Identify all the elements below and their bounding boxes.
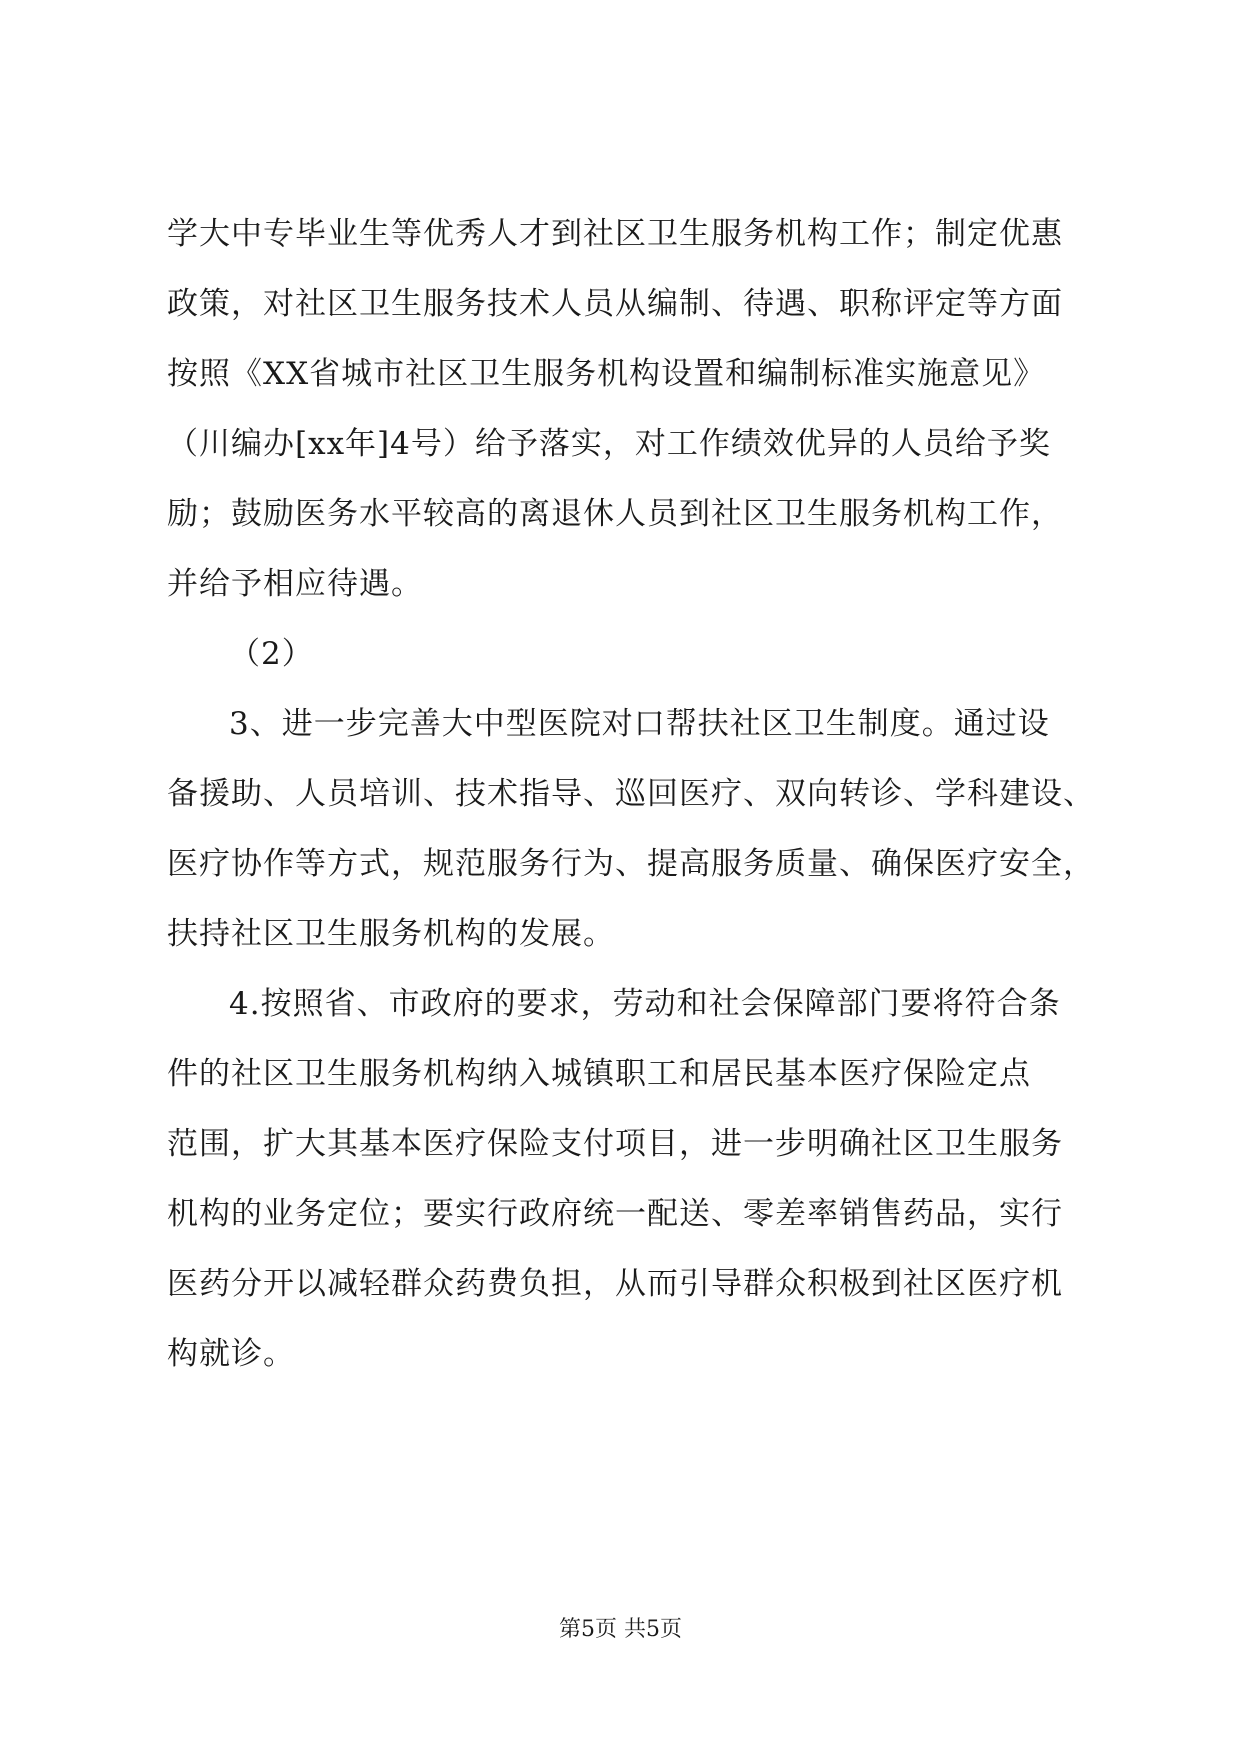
text-line: 学大中专毕业生等优秀人才到社区卫生服务机构工作；制定优惠 xyxy=(167,216,1063,252)
text-line: 并给予相应待遇。 xyxy=(167,566,423,602)
text-line: 扶持社区卫生服务机构的发展。 xyxy=(167,916,615,952)
text-line: 范围，扩大其基本医疗保险支付项目，进一步明确社区卫生服务 xyxy=(167,1126,1063,1162)
text-line: 政策，对社区卫生服务技术人员从编制、待遇、职称评定等方面 xyxy=(167,286,1063,322)
text-line: 医疗协作等方式，规范服务行为、提高服务质量、确保医疗安全， xyxy=(167,846,1095,882)
text-line: 医药分开以减轻群众药费负担，从而引导群众积极到社区医疗机 xyxy=(167,1266,1063,1302)
text-line: （川编办[xx年]4号）给予落实，对工作绩效优异的人员给予奖 xyxy=(167,426,1051,462)
section-number: （2） xyxy=(229,636,314,672)
text-line: 构就诊。 xyxy=(167,1336,295,1372)
text-line: 机构的业务定位；要实行政府统一配送、零差率销售药品，实行 xyxy=(167,1196,1063,1232)
text-line: 件的社区卫生服务机构纳入城镇职工和居民基本医疗保险定点 xyxy=(167,1056,1031,1092)
text-line: 励；鼓励医务水平较高的离退休人员到社区卫生服务机构工作， xyxy=(167,496,1063,532)
page-footer: 第5页 共5页 xyxy=(559,1617,682,1642)
text-line: 3、进一步完善大中型医院对口帮扶社区卫生制度。通过设 xyxy=(229,706,1050,742)
text-line: 备援助、人员培训、技术指导、巡回医疗、双向转诊、学科建设、 xyxy=(167,776,1095,812)
text-line: 按照《XX省城市社区卫生服务机构设置和编制标准实施意见》 xyxy=(167,356,1046,392)
text-line: 4.按照省、市政府的要求，劳动和社会保障部门要将符合条 xyxy=(229,986,1061,1022)
